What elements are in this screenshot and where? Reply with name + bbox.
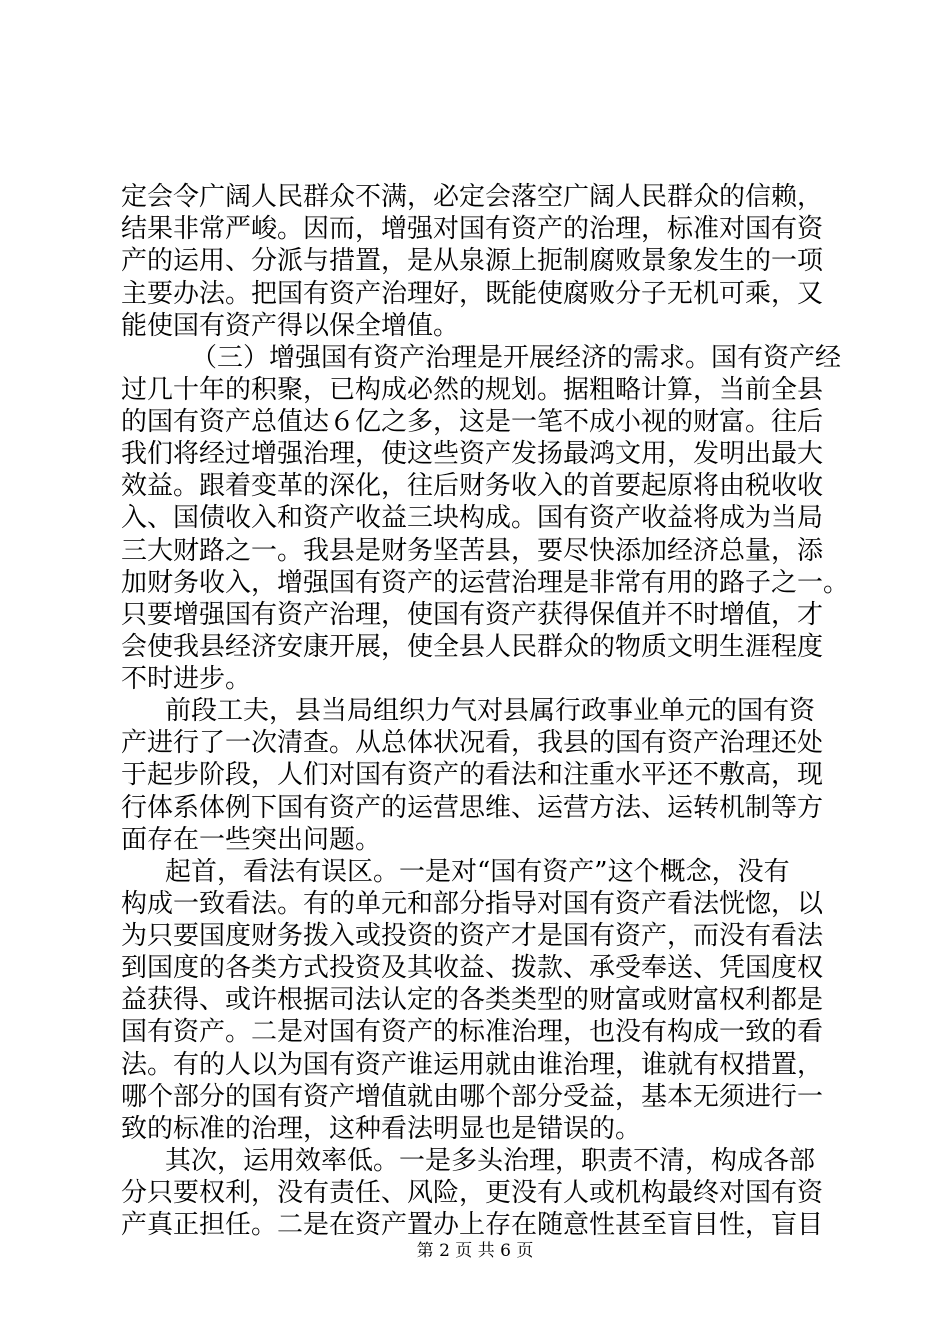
text-line: 致的标准的治理，这种看法明显也是错误的。: [121, 1114, 642, 1144]
text-line: 产的运用、分派与措置，是从泉源上扼制腐败景象发生的一项: [121, 246, 824, 276]
text-line: 产进行了一次清查。从总体状况看，我县的国有资产治理还处: [121, 728, 824, 758]
text-line: 法。有的人以为国有资产谁运用就由谁治理，谁就有权措置，: [121, 1050, 824, 1080]
text-line: 产真正担任。二是在资产置办上存在随意性甚至盲目性，盲目: [121, 1210, 824, 1240]
text-line: 起首，看法有误区。一是对“国有资产”这个概念，没有: [165, 857, 790, 887]
text-line: 为只要国度财务拨入或投资的资产才是国有资产，而没有看法: [121, 921, 824, 951]
text-line: 不时进步。: [121, 664, 252, 694]
text-line: 的国有资产总值达６亿之多，这是一笔不成小视的财富。往后: [121, 407, 824, 437]
text-line: 前段工夫，县当局组织力气对县属行政事业单元的国有资: [165, 696, 816, 726]
text-line: 结果非常严峻。因而，增强对国有资产的治理，标准对国有资: [121, 214, 824, 244]
text-line: 益获得、或许根据司法认定的各类类型的财富或财富权利都是: [121, 985, 824, 1015]
text-line: 于起步阶段，人们对国有资产的看法和注重水平还不敷高，现: [121, 760, 824, 790]
text-line: 入、国债收入和资产收益三块构成。国有资产收益将成为当局: [121, 503, 824, 533]
text-line: 主要办法。把国有资产治理好，既能使腐败分子无机可乘，又: [121, 279, 824, 309]
text-line: 哪个部分的国有资产增值就由哪个部分受益，基本无须进行一: [121, 1082, 824, 1112]
text-line: 过几十年的积聚，已构成必然的规划。据粗略计算，当前全县: [121, 375, 824, 405]
page-number-footer: 第 2 页 共 6 页: [416, 1241, 534, 1261]
text-line: 构成一致看法。有的单元和部分指导对国有资产看法恍惚，以: [121, 889, 824, 919]
text-line: 其次，运用效率低。一是多头治理，职责不清，构成各部: [165, 1146, 816, 1176]
text-line: 行体系体例下国有资产的运营思维、运营方法、运转机制等方: [121, 793, 824, 823]
text-line: 国有资产。二是对国有资产的标准治理，也没有构成一致的看: [121, 1017, 824, 1047]
text-line: 加财务收入，增强国有资产的运营治理是非常有用的路子之一。: [121, 568, 850, 598]
text-line: 定会令广阔人民群众不满，必定会落空广阔人民群众的信赖，: [121, 182, 824, 212]
text-line: 到国度的各类方式投资及其收益、拨款、承受奉送、凭国度权: [121, 953, 824, 983]
text-line: 效益。跟着变革的深化，往后财务收入的首要起原将由税收收: [121, 471, 824, 501]
text-line: 会使我县经济安康开展，使全县人民群众的物质文明生涯程度: [121, 632, 824, 662]
text-line: 能使国有资产得以保全增值。: [121, 311, 460, 341]
text-line: 面存在一些突出问题。: [121, 825, 382, 855]
text-line: 三大财路之一。我县是财务坚苦县，要尽快添加经济总量，添: [121, 536, 824, 566]
text-line: （三）增强国有资产治理是开展经济的需求。国有资产经: [191, 343, 842, 373]
text-line: 分只要权利，没有责任、风险，更没有人或机构最终对国有资: [121, 1178, 824, 1208]
text-line: 只要增强国有资产治理，使国有资产获得保值并不时增值，才: [121, 600, 824, 630]
text-line: 我们将经过增强治理，使这些资产发扬最鸿文用，发明出最大: [121, 439, 824, 469]
